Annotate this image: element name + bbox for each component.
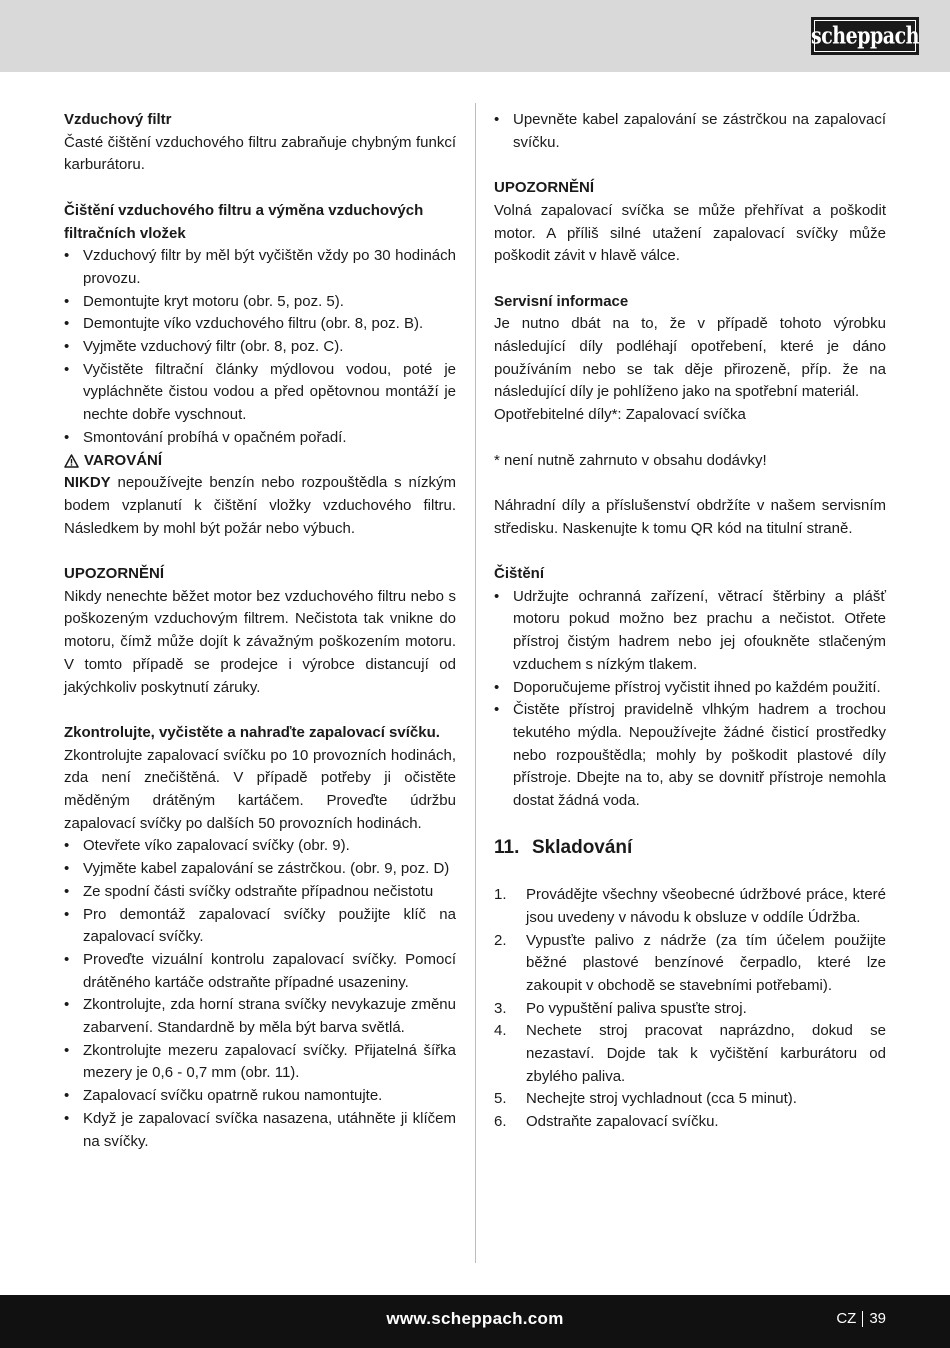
warning-heading: [64, 450, 456, 473]
service-heading: Servisní informace: [494, 292, 629, 310]
notice-heading: UPOZORNĚNÍ: [64, 565, 165, 583]
page-info: [836, 1310, 886, 1327]
scheppach-logo: [811, 17, 919, 55]
list-item: • Vyčistěte filtrační články mýdlovou vodou, poté je vypláchněte čistou vodou a před opětovnou montáží je nechte dobře vyschnout.: [64, 360, 456, 424]
notice-text: Nikdy nenechte běžet motor bez vzduchového filtru nebo s poškozeným vzduchovým filtrem. Nečistota tak vnikne do motoru, čímž může dojít k závažným poškozením motoru. V tomto případě se prodejce i výrobce distancují od jakýchkoliv poskytnutí záruky.: [64, 587, 456, 696]
list-item: 3. Po vypuštění paliva spusťte stroj.: [494, 999, 747, 1017]
list-item: • Smontování probíhá v opačném pořadí.: [64, 428, 347, 446]
right-column: [494, 109, 886, 1134]
page-separator: [862, 1311, 863, 1327]
notice-heading: UPOZORNĚNÍ: [494, 179, 595, 197]
list-item: • Otevřete víko zapalovací svíčky (obr. 9).: [64, 837, 350, 855]
storage-steps: [494, 884, 886, 1134]
section-number: 11.: [494, 837, 520, 859]
list-item: 6. Odstraňte zapalovací svíčku.: [494, 1113, 719, 1131]
list-item: • Udržujte ochranná zařízení, větrací štěrbiny a plášť motoru pokud možno bez prachu a nečistot. Otřete přístroj čistým hadrem nebo jej ofoukněte stlačeným vzduchem s nízkým tlakem.: [494, 587, 886, 673]
cleaning-heading: Čištění: [494, 564, 545, 582]
warning-triangle-icon: [64, 454, 79, 468]
page-number: 39: [869, 1310, 886, 1327]
spark-plug-text: Zkontrolujte zapalovací svíčku po 10 provozních hodinách, zda není znečištěná. V případě potřeby ji očistěte měděným drátěným kartáčem. Proveďte údržbu zapalovací svíčky po dalších 50 provozních hodinách.: [64, 746, 456, 832]
air-filter-heading: Vzduchový filtr: [64, 111, 172, 128]
list-item: • Vyjměte kabel zapalování se zástrčkou. (obr. 9, poz. D): [64, 860, 450, 878]
service-text: Je nutno dbát na to, že v případě tohoto výrobku následující díly podléhají opotřebení, které je dáno používáním nebo se tak děje přirozeně, příp. že na následující díly je pohlíženo jako na spotřební materiál.: [494, 315, 886, 401]
spark-plug-list: [64, 835, 456, 1153]
air-filter-text: Časté čištění vzduchového filtru zabraňuje chybným funkcí karburátoru.: [64, 133, 456, 174]
list-item: • Zkontrolujte, zda horní strana svíčky nevykazuje změnu zabarvení. Standardně by měla být barva světlá.: [64, 996, 456, 1037]
spark-plug-heading: Zkontrolujte, vyčistěte a nahraďte zapalovací svíčku.: [64, 723, 440, 741]
list-item: • Vzduchový filtr by měl být vyčištěn vždy po 30 hodinách provozu.: [64, 247, 456, 287]
ignition-cable-list: [494, 109, 886, 154]
list-item: • Zkontrolujte mezeru zapalovací svíčky. Přijatelná šířka mezery je 0,6 - 0,7 mm (obr. 11).: [64, 1041, 456, 1082]
list-item: • Demontujte víko vzduchového filtru (obr. 8, poz. B).: [64, 315, 424, 333]
list-item: • Vyjměte vzduchový filtr (obr. 8, poz. C).: [64, 338, 344, 356]
left-column: [64, 109, 456, 1153]
list-item: • Proveďte vizuální kontrolu zapalovací svíčky. Pomocí drátěného kartáče odstraňte případné usazeniny.: [64, 950, 456, 991]
footnote-text: * není nutně zahrnuto v obsahu dodávky!: [494, 451, 767, 469]
list-item: • Doporučujeme přístroj vyčistit ihned po každém použití.: [494, 678, 881, 696]
list-item: • Demontujte kryt motoru (obr. 5, poz. 5).: [64, 292, 344, 310]
notice-text: Volná zapalovací svíčka se může přehřívat a poškodit motor. A příliš silné utažení zapalovací svíčky může poškodit závit v hlavě válce.: [494, 201, 886, 265]
column-divider: [475, 103, 476, 1263]
list-item: • Čistěte přístroj pravidelně vlhkým hadrem a trochou tekutého mýdla. Nepoužívejte žádné čisticí prostředky nebo rozpouštědla; mohly by poškodit plastové díly přístroje. Dbejte na to, aby se dovnitř přístroje nemohla dostat žádná voda.: [494, 701, 886, 810]
list-item: • Zapalovací svíčku opatrně rukou namontujte.: [64, 1087, 383, 1105]
warning-text: NIKDY nepoužívejte benzín nebo rozpouštědla s nízkým bodem vzplanutí k čištění vložky vzduchového filtru. Následkem by mohl být požár nebo výbuch.: [64, 474, 456, 537]
list-item: • Upevněte kabel zapalování se zástrčkou na zapalovací svíčku.: [494, 111, 886, 151]
list-item: 1. Provádějte všechny všeobecné údržbové práce, které jsou uvedeny v návodu k obsluze v oddíle Údržba.: [494, 886, 886, 926]
logo-text: scheppach: [811, 22, 919, 50]
filter-cleaning-heading: Čištění vzduchového filtru a výměna vzduchových filtračních vložek: [64, 201, 424, 242]
wear-parts-text: Opotřebitelné díly*: Zapalovací svíčka: [494, 406, 746, 424]
storage-section-title: [494, 835, 886, 861]
warning-title: VAROVÁNÍ: [84, 451, 163, 469]
list-item: • Pro demontáž zapalovací svíčky použijte klíč na zapalovací svíčky.: [64, 905, 456, 946]
section-title-text: Skladování: [532, 837, 633, 859]
cleaning-list: [494, 586, 886, 813]
list-item: • Ze spodní části svíčky odstraňte případnou nečistotu: [64, 882, 434, 900]
list-item: 5. Nechejte stroj vychladnout (cca 5 minut).: [494, 1090, 797, 1108]
website-link[interactable]: www.scheppach.com: [386, 1309, 564, 1328]
list-item: 2. Vypusťte palivo z nádrže (za tím účelem použijte běžné plastové benzínové čerpadlo, které lze zakoupit v obchodě se stavebními potřebami).: [494, 931, 886, 994]
filter-cleaning-list: [64, 245, 456, 449]
list-item: 4. Nechete stroj pracovat naprázdno, dokud se nezastaví. Dojde tak k vyčištění karburátoru od zbylého paliva.: [494, 1022, 886, 1085]
spare-parts-text: Náhradní díly a příslušenství obdržíte v našem servisním středisku. Naskenujte k tomu QR kód na titulní straně.: [494, 496, 886, 537]
language-code: CZ: [836, 1310, 857, 1327]
header-band: [0, 0, 950, 72]
list-item: • Když je zapalovací svíčka nasazena, utáhněte ji klíčem na svíčky.: [64, 1109, 456, 1150]
